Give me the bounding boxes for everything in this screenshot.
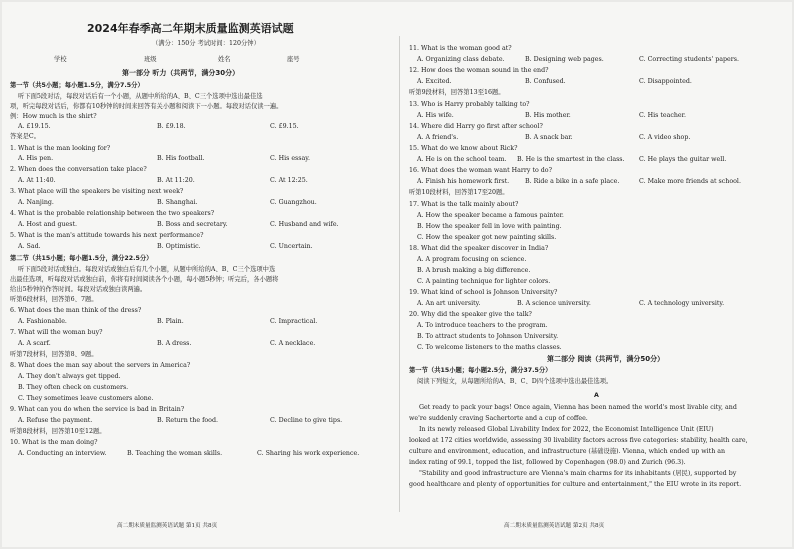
option-a: A. Finish his homework first. [417,178,510,185]
question-19: 19. What kind of school is Johnson University? [409,289,558,296]
question-1: 1. What is the man looking for? [10,145,111,152]
exam-sheet [2,2,792,547]
option-a: A. Conducting an interview. [18,450,107,457]
option-c: C. How the speaker got new painting skills. [417,234,557,241]
question-7: 7. What will the woman buy? [10,329,103,336]
passage-line: index rating of 99.1, topped the list, followed by Copenhagen (98.0) and Zurich (96.3). [409,459,686,466]
part2-heading: 第二部分 阅读（共两节，满分50分） [547,355,665,363]
question-10: 10. What is the man doing? [10,439,98,446]
sec2-heading: 第二节（共15小题；每小题1.5分，满分22.5分） [10,255,153,262]
option-a: A. Nanjing. [18,199,54,206]
sec1-heading: 第一节（共5小题；每小题1.5分，满分7.5分） [10,82,144,89]
option: C. £9.15. [270,123,299,130]
option-c: C. At 12:25. [270,177,308,184]
option-a: A. Refuse the payment. [18,417,93,424]
option: A. £19.15. [18,123,51,130]
option-c: C. A video shop. [639,134,691,141]
question-5: 5. What is the man's attitude towards his next performance? [10,232,204,239]
option-c: C. A necklace. [270,340,316,347]
exam-meta: （满分：150分 考试时间：120分钟） [152,40,260,47]
option-a: A. Host and guest. [18,221,78,228]
option-b: B. Plain. [157,318,184,325]
option-c: C. Sharing his work experience. [257,450,360,457]
field-class: 班级 [144,56,157,63]
option-b: B. A brush making a big difference. [417,267,531,274]
option-b: B. A snack bar. [525,134,573,141]
option-a: A. To introduce teachers to the program. [417,322,548,329]
passage-label: A [594,392,599,399]
option-c: C. Impractical. [270,318,318,325]
sec2-instructions-2: 出最佳选项，听每段对话或独白前，你将有时间阅读各个小题，每小题5秒钟；听完后，各小题将 [10,276,279,283]
option-c: C. His teacher. [639,112,686,119]
listen-instruction: 听第9段材料，回答第13至16题。 [409,89,505,96]
option-b: B. Designing web pages. [525,56,604,63]
option-b: B. At 11:20. [157,177,195,184]
option-b: B. Optimistic. [157,243,201,250]
option-b: B. How the speaker fell in love with painting. [417,223,562,230]
question-14: 14. Where did Harry go first after school? [409,123,543,130]
option-b: B. They often check on customers. [18,384,129,391]
field-seat: 座号 [287,56,300,63]
option-a: A. An art university. [417,300,481,307]
question-8: 8. What does the man say about the servers in America? [10,362,191,369]
part1-heading: 第一部分 听力（共两节，满分30分） [122,69,240,77]
option-a: A. A friend's. [417,134,459,141]
option-a: A. A scarf. [18,340,51,347]
option-c: C. Correcting students' papers. [639,56,740,63]
sec1-example: 例：How much is the shirt? [10,113,97,120]
option-b: B. Ride a bike in a safe place. [525,178,620,185]
question-17: 17. What is the talk mainly about? [409,201,519,208]
option-a: A. Sad. [18,243,41,250]
option-c: C. Make more friends at school. [639,178,741,185]
question-13: 13. Who is Harry probably talking to? [409,101,530,108]
option-b: B. He is the smartest in the class. [517,156,625,163]
option-c: C. He plays the guitar well. [639,156,727,163]
option-b: B. Confused. [525,78,566,85]
option-c: C. Uncertain. [270,243,313,250]
exam-title: 2024年春季高二年期末质量监测英语试题 [87,22,294,35]
right-page [399,2,792,547]
option-a: A. How the speaker became a famous painter. [417,212,564,219]
option-c: C. A technology university. [639,300,725,307]
passage-line: good healthcare and plenty of opportunities for culture and entertainment," the EIU wrote in its report. [409,481,742,488]
option-b: B. Boss and secretary. [157,221,228,228]
question-3: 3. What place will the speakers be visiting next week? [10,188,184,195]
listen-instruction: 听第8段材料，回答第10至12题。 [10,428,106,435]
option-b: B. A science university. [517,300,591,307]
option: B. £9.18. [157,123,186,130]
page-footer: 高二期末质量监测英语试题 第1页 共8页 [117,523,218,529]
part2-sec1-heading: 第一节（共15小题；每小题2.5分，满分37.5分） [409,367,552,374]
sec2-instructions-3: 给出5秒钟的作答时间。每段对话或独白读两遍。 [10,286,147,293]
option-a: A. A program focusing on science. [417,256,527,263]
field-name: 姓名 [218,56,231,63]
question-12: 12. How does the woman sound in the end? [409,67,549,74]
sec1-instructions-1: 听下面5段对话，每段对话后有一个小题，从题中所给的A、B、C三个选项中选出最佳选 [18,93,263,100]
option-a: A. He is on the school team. [417,156,507,163]
passage-line: In its newly released Global Livability Index for 2022, the Economist Intelligence Unit (EIU) [419,426,714,433]
option-a: A. His wife. [417,112,454,119]
sec2-instructions-1: 听下面5段对话或独白。每段对话或独白后有几个小题，从题中所给的A、B、C三个选项中选 [18,266,276,273]
passage-line: culture and environment, education, and infrastructure (基础设施). Vienna, which ended up with an [409,448,726,455]
part2-instructions: 阅读下列短文，从每题所给的A、B、C、D四个选项中选出最佳选项。 [417,378,613,385]
example-answer: 答案是C。 [10,133,41,140]
option-a: A. Excited. [417,78,452,85]
question-11: 11. What is the woman good at? [409,45,512,52]
option-b: B. His mother. [525,112,571,119]
option-c: C. His essay. [270,155,311,162]
passage-line: "Stability and good infrastructure are Vienna's main charms for its inhabitants (居民), supported by [419,470,737,477]
sec1-instructions-2: 项，听完每段对话后，你都有10秒钟的时间来回答有关小题和阅读下一小题。每段对话仅读一遍。 [10,103,283,110]
option-b: B. To attract students to Johnson University. [417,333,559,340]
question-4: 4. What is the probable relationship between the two speakers? [10,210,215,217]
question-18: 18. What did the speaker discover in India? [409,245,549,252]
question-16: 16. What does the woman want Harry to do? [409,167,552,174]
question-20: 20. Why did the speaker give the talk? [409,311,532,318]
option-c: C. Decline to give tips. [270,417,343,424]
option-a: A. Fashionable. [18,318,67,325]
option-b: B. A dress. [157,340,192,347]
question-15: 15. What do we know about Rick? [409,145,518,152]
option-b: B. His football. [157,155,205,162]
passage-line: we're suddenly craving Sachertorte and a cup of coffee. [409,415,588,422]
option-c: C. They sometimes leave customers alone. [18,395,154,402]
option-c: C. Guangzhou. [270,199,317,206]
option-c: C. Husband and wife. [270,221,339,228]
option-c: C. Disappointed. [639,78,692,85]
left-page [2,2,399,547]
field-school: 学校 [54,56,67,63]
listen-instruction: 听第6段材料，回答第6、7题。 [10,296,98,303]
question-9: 9. What can you do when the service is bad in Britain? [10,406,185,413]
listen-instruction: 听第10段材料，回答第17至20题。 [409,189,509,196]
option-b: B. Return the food. [157,417,219,424]
option-c: C. A painting technique for lighter colors. [417,278,551,285]
option-b: B. Shanghai. [157,199,198,206]
page-footer: 高二期末质量监测英语试题 第2页 共8页 [504,523,605,529]
option-b: B. Teaching the woman skills. [127,450,223,457]
option-a: A. His pen. [18,155,54,162]
option-a: A. They don't always get tipped. [18,373,121,380]
question-2: 2. When does the conversation take place? [10,166,147,173]
option-c: C. To welcome listeners to the maths classes. [417,344,562,351]
passage-line: looked at 172 cities worldwide, assessing 30 livability factors across five categories: stability, health care, [409,437,748,444]
option-a: A. At 11:40. [18,177,56,184]
listen-instruction: 听第7段材料，回答第8、9题。 [10,351,98,358]
passage-line: Get ready to pack your bags! Once again, Vienna has been named the world's most livable city, and [419,404,737,411]
question-6: 6. What does the man think of the dress? [10,307,142,314]
option-a: A. Organizing class debate. [417,56,505,63]
